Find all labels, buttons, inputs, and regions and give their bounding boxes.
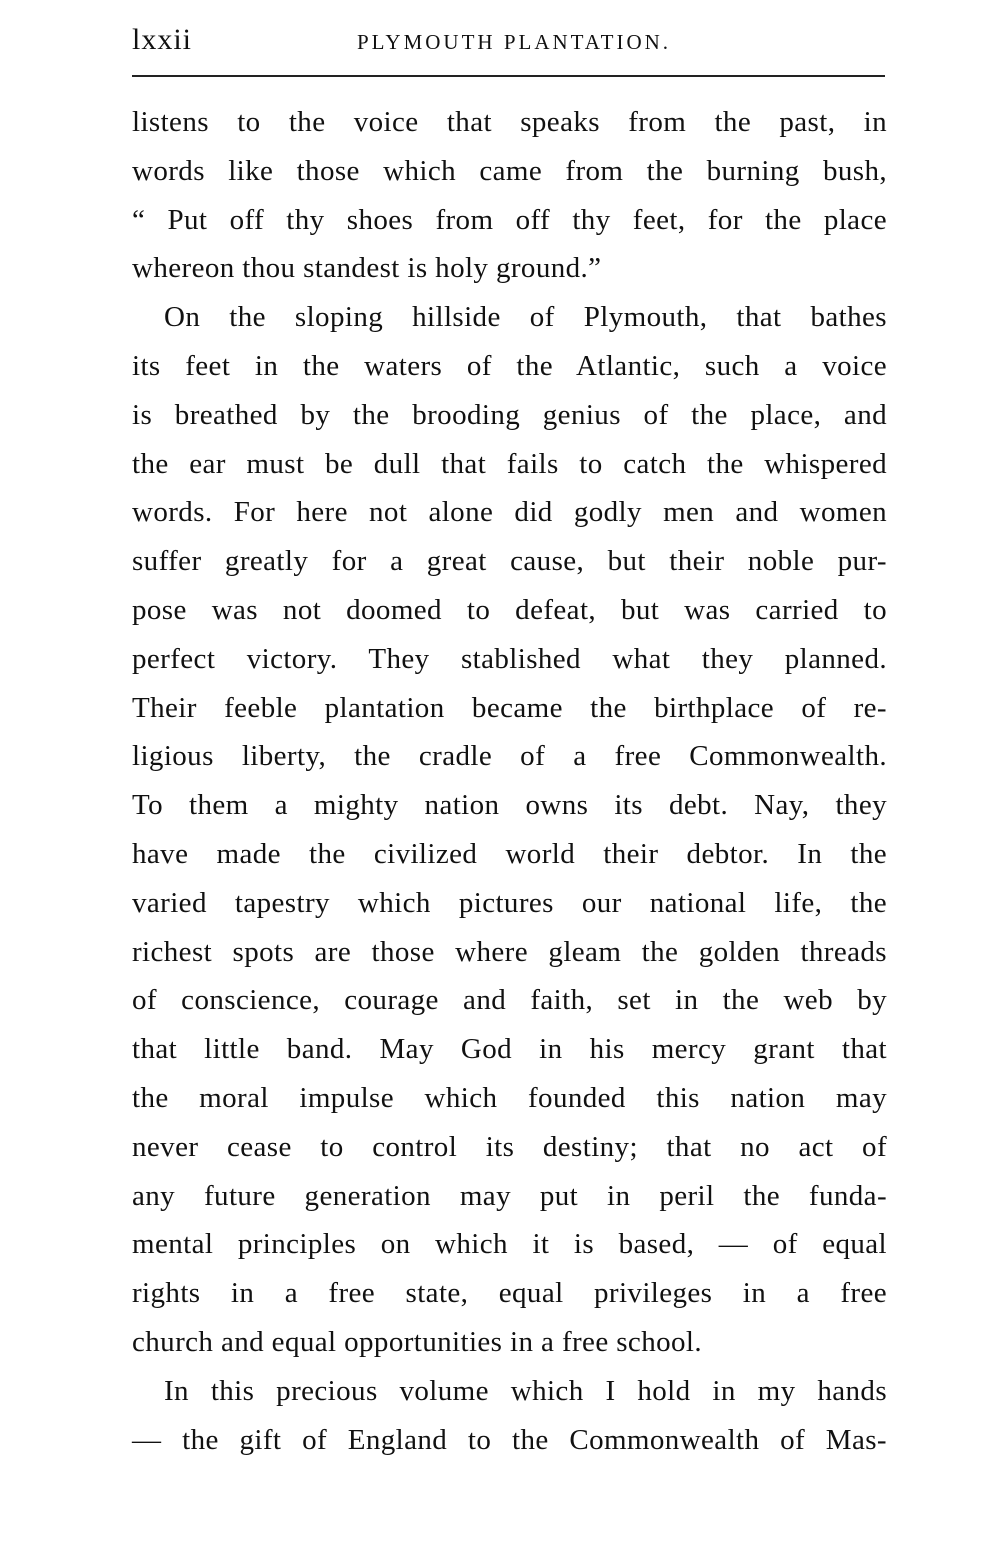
text-line: words. For here not alone did godly men and women xyxy=(132,496,887,529)
running-head xyxy=(132,22,885,62)
text-line: listens to the voice that speaks from the past, in xyxy=(132,106,887,138)
text-line: the ear must be dull that fails to catch the whispered xyxy=(132,447,887,480)
text-line: have made the civilized world their debtor. In the xyxy=(132,837,887,870)
text-line: is breathed by the brooding genius of the place, and xyxy=(132,398,887,431)
text-line: words like those which came from the burning bush, xyxy=(132,154,887,187)
text-line: ligious liberty, the cradle of a free Commonwealth. xyxy=(132,740,887,773)
text-line: perfect victory. They stablished what they planned. xyxy=(132,642,887,675)
text-line: of conscience, courage and faith, set in the web by xyxy=(132,984,887,1017)
body-text xyxy=(132,98,887,1464)
text-line: Their feeble plantation became the birthplace of re- xyxy=(132,691,887,724)
text-line: In this precious volume which I hold in my hands xyxy=(164,1374,887,1407)
text-line: any future generation may put in peril the funda- xyxy=(132,1179,887,1212)
text-line: suffer greatly for a great cause, but their noble pur- xyxy=(132,545,887,578)
text-line: its feet in the waters of the Atlantic, such a voice xyxy=(132,349,887,382)
page-number: lxxii xyxy=(132,23,193,56)
text-line: “ Put off thy shoes from off thy feet, for the place xyxy=(132,203,887,236)
text-line: church and equal opportunities in a free school. xyxy=(132,1325,703,1358)
header-rule xyxy=(132,75,885,77)
text-line: whereon thou standest is holy ground.” xyxy=(132,252,602,285)
text-line: — the gift of England to the Commonwealth of Mas- xyxy=(132,1423,887,1456)
text-line: that little band. May God in his mercy grant that xyxy=(132,1033,887,1066)
text-line: never cease to control its destiny; that no act of xyxy=(132,1130,887,1163)
text-line: mental principles on which it is based, — of equal xyxy=(132,1228,887,1261)
text-line: the moral impulse which founded this nation may xyxy=(132,1081,887,1114)
text-line: richest spots are those where gleam the golden threads xyxy=(132,935,887,968)
text-line: varied tapestry which pictures our national life, the xyxy=(132,886,887,919)
text-line: rights in a free state, equal privileges in a free xyxy=(132,1277,887,1310)
text-line: On the sloping hillside of Plymouth, that bathes xyxy=(164,301,887,334)
text-line: To them a mighty nation owns its debt. Nay, they xyxy=(132,789,887,822)
running-title: PLYMOUTH PLANTATION. xyxy=(357,30,672,54)
text-line: pose was not doomed to defeat, but was carried to xyxy=(132,593,887,626)
